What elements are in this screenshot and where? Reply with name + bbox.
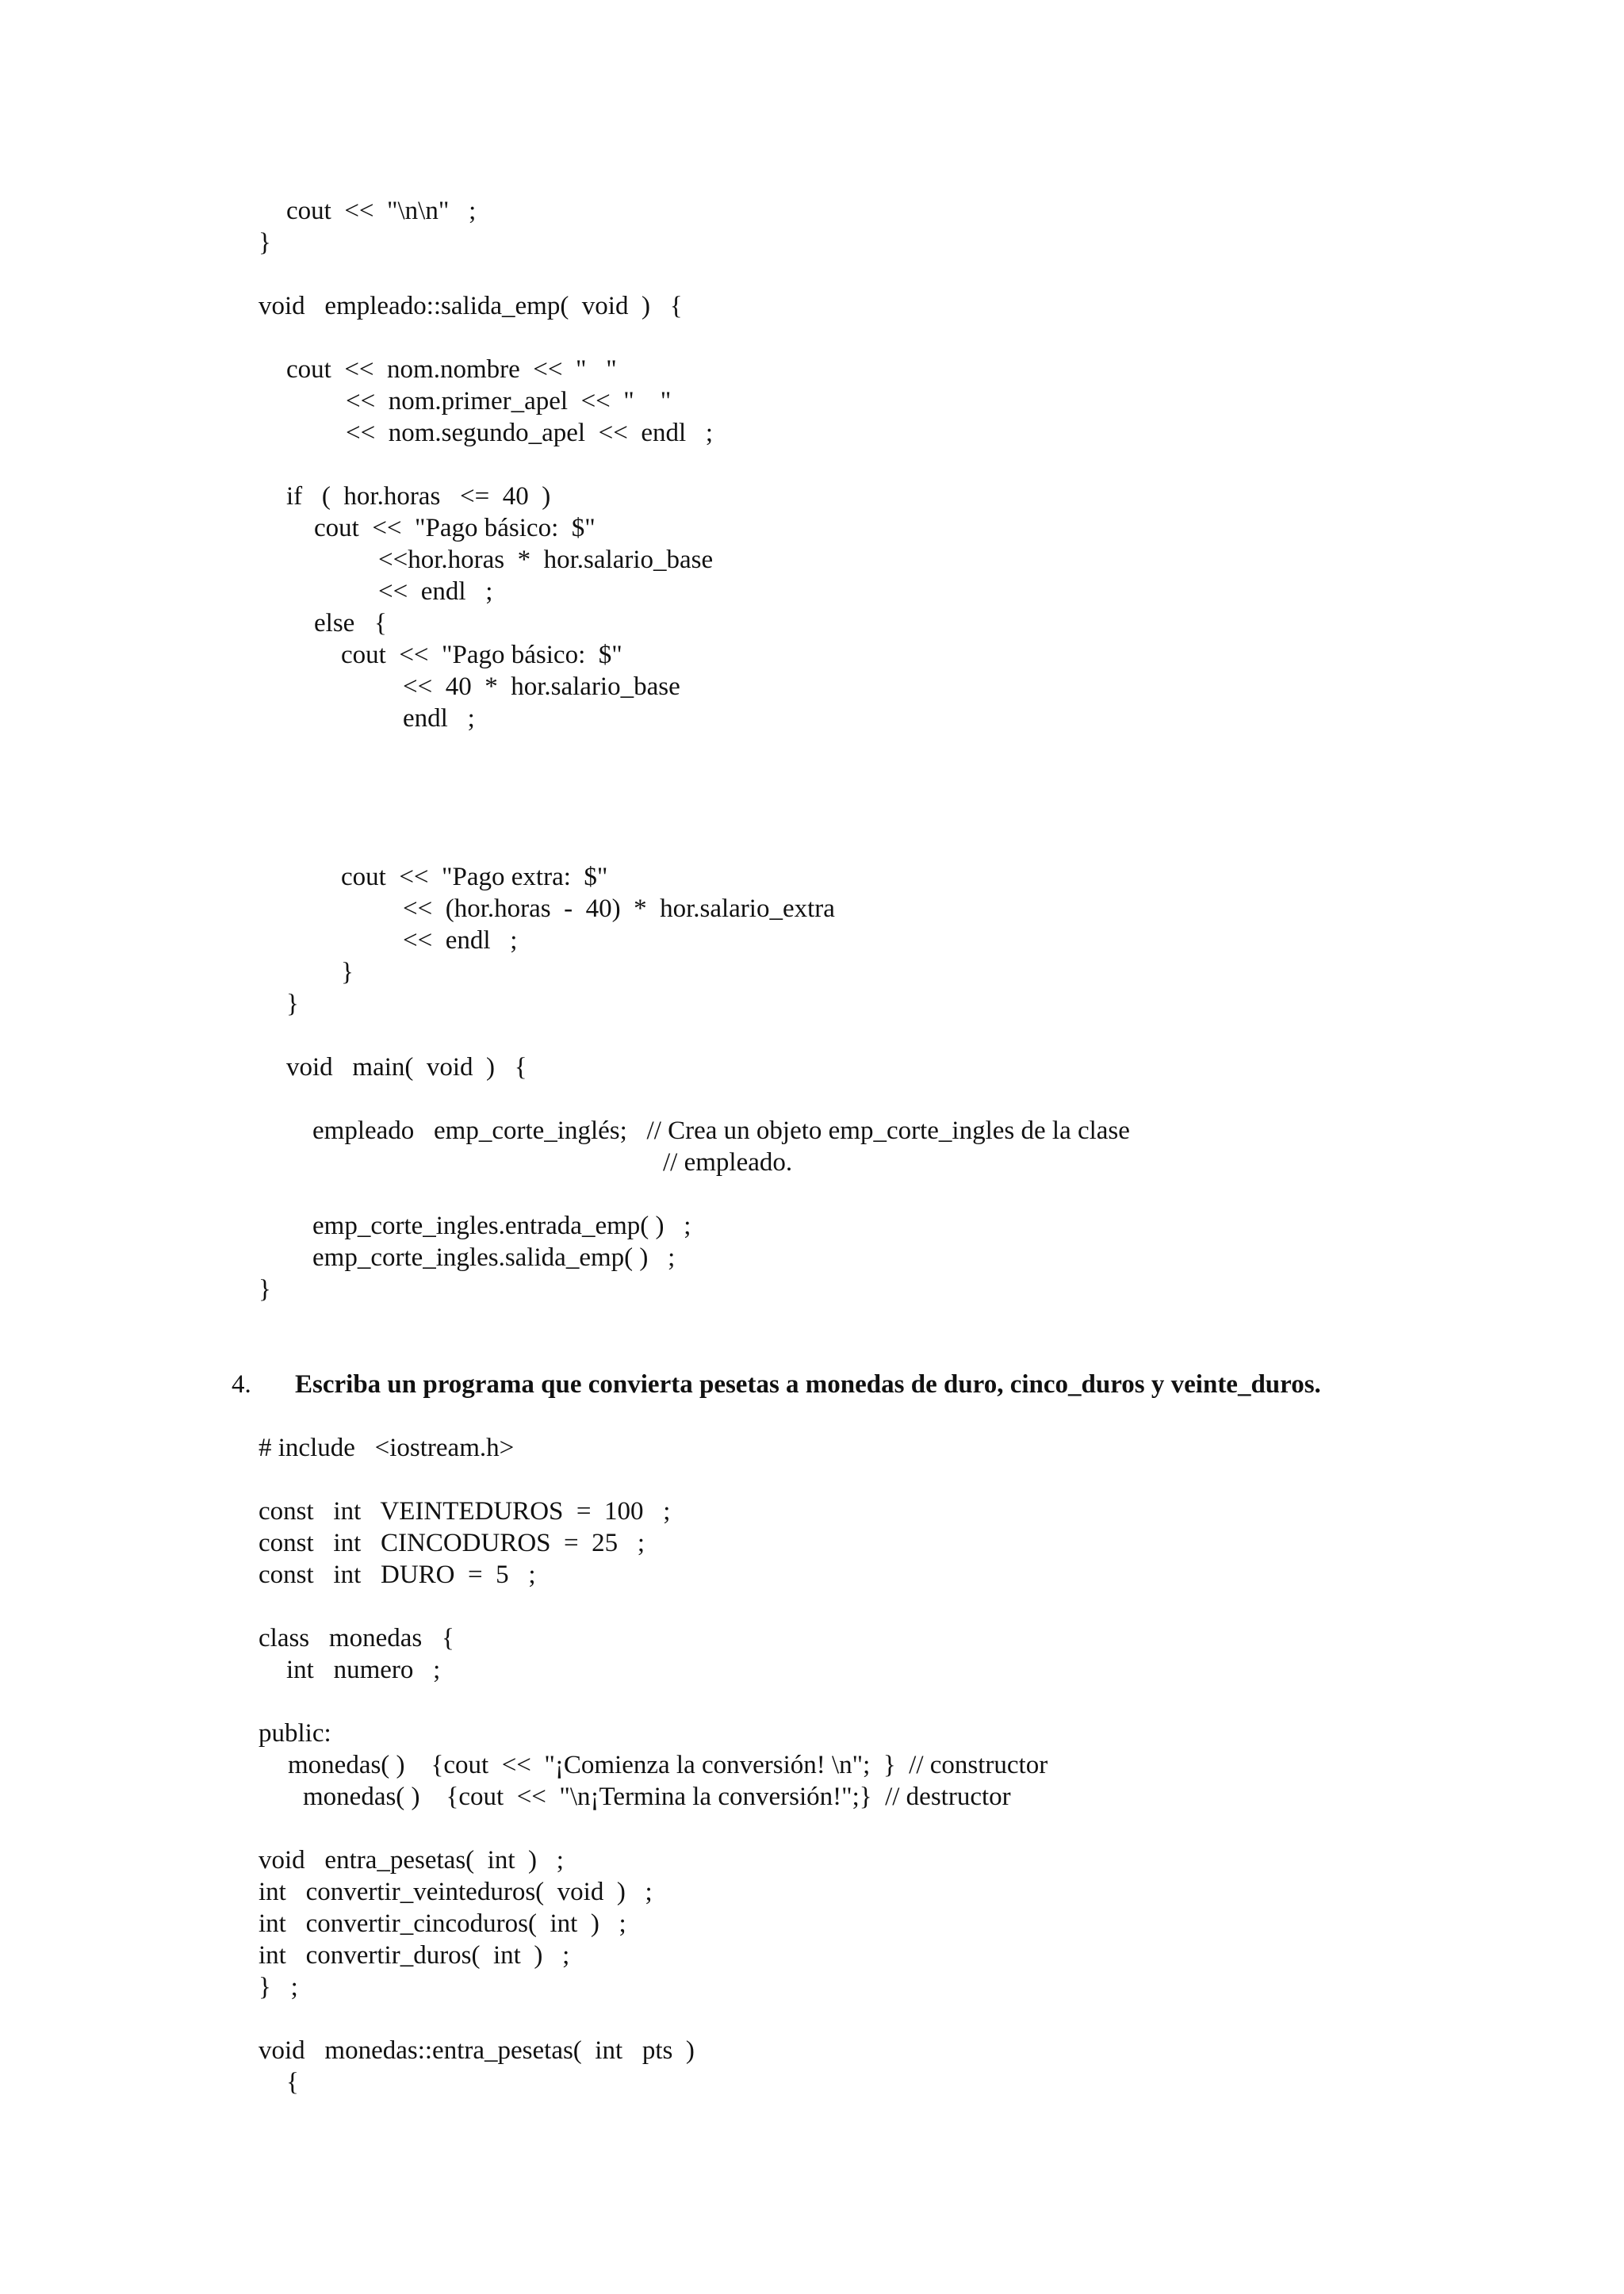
code-line: << 40 * hor.salario_base xyxy=(403,672,680,701)
code-line: } xyxy=(341,958,354,986)
code-line: public: xyxy=(259,1719,331,1748)
exercise-statement: Escriba un programa que convierta pesetas a monedas de duro, cinco_duros y veinte_duros. xyxy=(295,1370,1321,1399)
code-line: cout << "\n\n" ; xyxy=(286,197,477,225)
code-line: void entra_pesetas( int ) ; xyxy=(259,1846,564,1875)
code-line: { xyxy=(286,2068,299,2097)
code-line: empleado emp_corte_inglés; // Crea un objeto emp_corte_ingles de la clase xyxy=(312,1116,1130,1145)
code-line: // empleado. xyxy=(663,1148,793,1177)
code-line: else { xyxy=(314,609,387,638)
code-line: << endl ; xyxy=(378,577,493,606)
code-line: << endl ; xyxy=(403,926,518,955)
code-line: << (hor.horas - 40) * hor.salario_extra xyxy=(403,894,835,923)
code-line: monedas( ) {cout << "\n¡Termina la conversión!";} // destructor xyxy=(303,1783,1011,1811)
code-line: # include <iostream.h> xyxy=(259,1434,515,1462)
exercise-number: 4. xyxy=(232,1370,251,1399)
code-line: } xyxy=(259,228,271,257)
code-line: const int CINCODUROS = 25 ; xyxy=(259,1529,645,1557)
code-line: void main( void ) { xyxy=(286,1053,527,1082)
code-line: cout << "Pago básico: $" xyxy=(341,641,622,669)
code-line: emp_corte_ingles.entrada_emp( ) ; xyxy=(312,1212,691,1240)
code-line: class monedas { xyxy=(259,1624,454,1653)
code-line: endl ; xyxy=(403,704,475,733)
code-line: int numero ; xyxy=(286,1656,441,1684)
code-line: } xyxy=(259,1275,271,1304)
code-line: } ; xyxy=(259,1973,298,2001)
code-line: << nom.primer_apel << " " xyxy=(346,387,672,416)
code-line: const int VEINTEDUROS = 100 ; xyxy=(259,1497,671,1526)
code-line: monedas( ) {cout << "¡Comienza la conversión! \n"; } // constructor xyxy=(288,1751,1048,1779)
code-line: const int DURO = 5 ; xyxy=(259,1561,536,1589)
code-line: int convertir_duros( int ) ; xyxy=(259,1941,570,1970)
code-line: if ( hor.horas <= 40 ) xyxy=(286,482,551,511)
code-line: void empleado::salida_emp( void ) { xyxy=(259,292,683,320)
code-line: cout << "Pago básico: $" xyxy=(314,514,596,542)
code-line: int convertir_veinteduros( void ) ; xyxy=(259,1878,653,1906)
code-line: cout << "Pago extra: $" xyxy=(341,863,608,891)
code-line: void monedas::entra_pesetas( int pts ) xyxy=(259,2036,695,2065)
code-line: emp_corte_ingles.salida_emp( ) ; xyxy=(312,1243,676,1272)
code-line: int convertir_cincoduros( int ) ; xyxy=(259,1909,626,1938)
code-line: << nom.segundo_apel << endl ; xyxy=(346,419,714,447)
code-line: <<hor.horas * hor.salario_base xyxy=(378,546,714,574)
code-line: cout << nom.nombre << " " xyxy=(286,355,617,384)
code-line: } xyxy=(286,990,299,1018)
